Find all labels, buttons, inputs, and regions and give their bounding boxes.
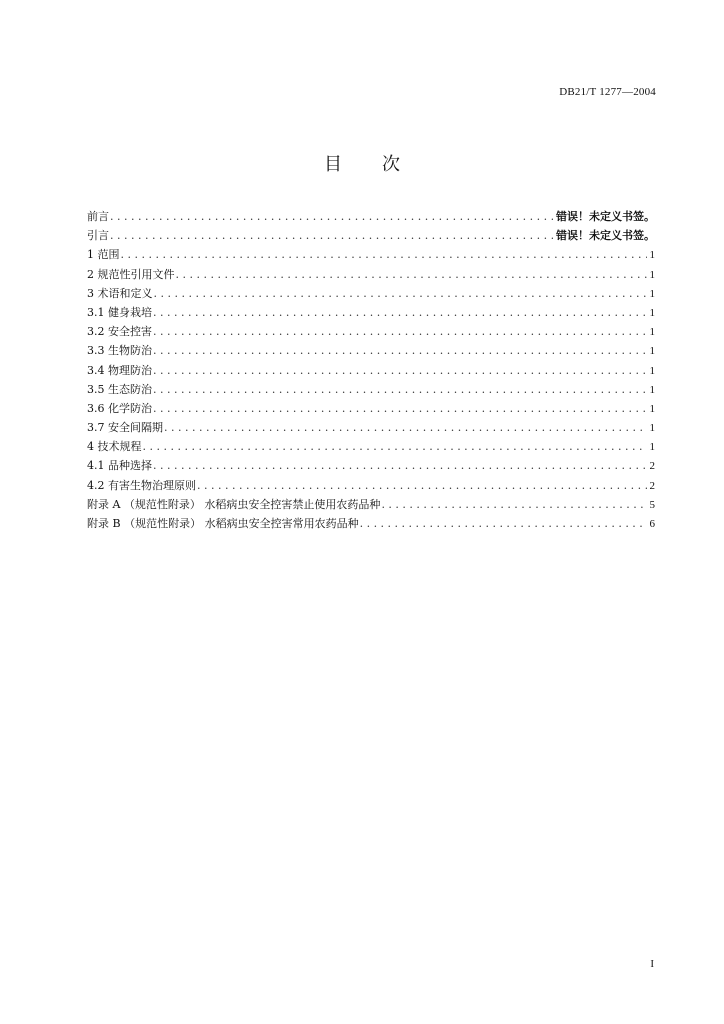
toc-leader [121,245,647,264]
toc-page: 6 [649,518,655,530]
toc-leader [176,265,647,284]
toc-leader [153,303,647,322]
toc-leader [153,456,647,475]
toc-leader [110,226,553,245]
toc-entry-introduction[interactable] [87,226,655,245]
toc-entry-3-6[interactable] [87,399,655,418]
toc-leader [154,284,647,303]
toc-label: 3.5 生态防治 [87,382,152,396]
toc-leader [153,399,647,418]
toc-entry-3-5[interactable] [87,380,655,399]
toc-entry-1[interactable] [87,245,655,264]
toc-label: 引言 [87,229,109,243]
toc-leader [153,341,647,360]
toc-entry-3[interactable] [87,284,655,303]
toc-label: 3.7 安全间隔期 [87,421,163,435]
toc-entry-3-3[interactable] [87,341,655,360]
title-char-1: 目 [324,154,342,175]
toc-page: 1 [649,422,655,435]
toc-page: 1 [649,326,655,339]
toc-page: 错误！未定义书签。 [556,229,655,243]
toc-page: 1 [649,249,655,262]
toc-entry-4-1[interactable] [87,456,655,475]
standard-code: DB21/T 1277—2004 [559,86,656,98]
toc-label: 3 术语和定义 [87,286,153,300]
toc-page: 2 [649,479,655,492]
toc-page: 1 [649,441,655,454]
toc-leader [381,495,646,514]
toc-entry-4[interactable] [87,437,655,456]
toc-page: 1 [649,306,655,319]
toc-entry-foreword[interactable] [87,207,655,226]
toc-leader [153,361,647,380]
toc-entry-3-7[interactable] [87,418,655,437]
page-title [0,150,724,176]
toc-label: 4 技术规程 [87,440,142,454]
toc-leader [143,437,647,456]
toc-label: 3.6 化学防治 [87,401,152,415]
toc-label: 3.1 健身栽培 [87,305,152,319]
toc-leader [153,322,647,341]
toc-entry-3-2[interactable] [87,322,655,341]
toc-label: 附录 B （规范性附录） 水稻病虫安全控害常用农药品种 [87,517,359,530]
toc-leader [153,380,647,399]
toc-leader [360,514,647,533]
toc-leader [164,418,647,437]
toc-label: 4.2 有害生物治理原则 [87,478,196,492]
toc-page: 1 [649,345,655,358]
toc-page: 2 [649,460,655,473]
toc-entry-appendix-b[interactable] [87,514,655,533]
toc-page: 1 [649,287,655,300]
title-char-2: 次 [382,154,400,175]
toc-label: 3.2 安全控害 [87,325,152,339]
toc-page: 错误！未定义书签。 [556,210,655,223]
toc-leader [197,476,647,495]
toc-page: 5 [649,498,655,511]
toc-page: 1 [649,383,655,396]
table-of-contents [87,207,655,533]
toc-label: 2 规范性引用文件 [87,267,175,281]
toc-label: 3.4 物理防治 [87,363,152,377]
footer-page-number: I [650,958,654,970]
toc-label: 4.1 品种选择 [87,459,152,473]
toc-entry-3-1[interactable] [87,303,655,322]
toc-page: 1 [649,268,655,281]
toc-page: 1 [649,364,655,377]
toc-page: 1 [649,402,655,415]
toc-label: 附录 A （规范性附录） 水稻病虫安全控害禁止使用农药品种 [87,497,381,511]
toc-entry-4-2[interactable] [87,476,655,495]
toc-label: 1 范围 [87,248,120,262]
toc-entry-3-4[interactable] [87,361,655,380]
toc-entry-appendix-a[interactable] [87,495,655,514]
toc-leader [110,207,553,226]
toc-entry-2[interactable] [87,265,655,284]
toc-label: 3.3 生物防治 [87,344,152,358]
toc-label: 前言 [87,210,109,223]
